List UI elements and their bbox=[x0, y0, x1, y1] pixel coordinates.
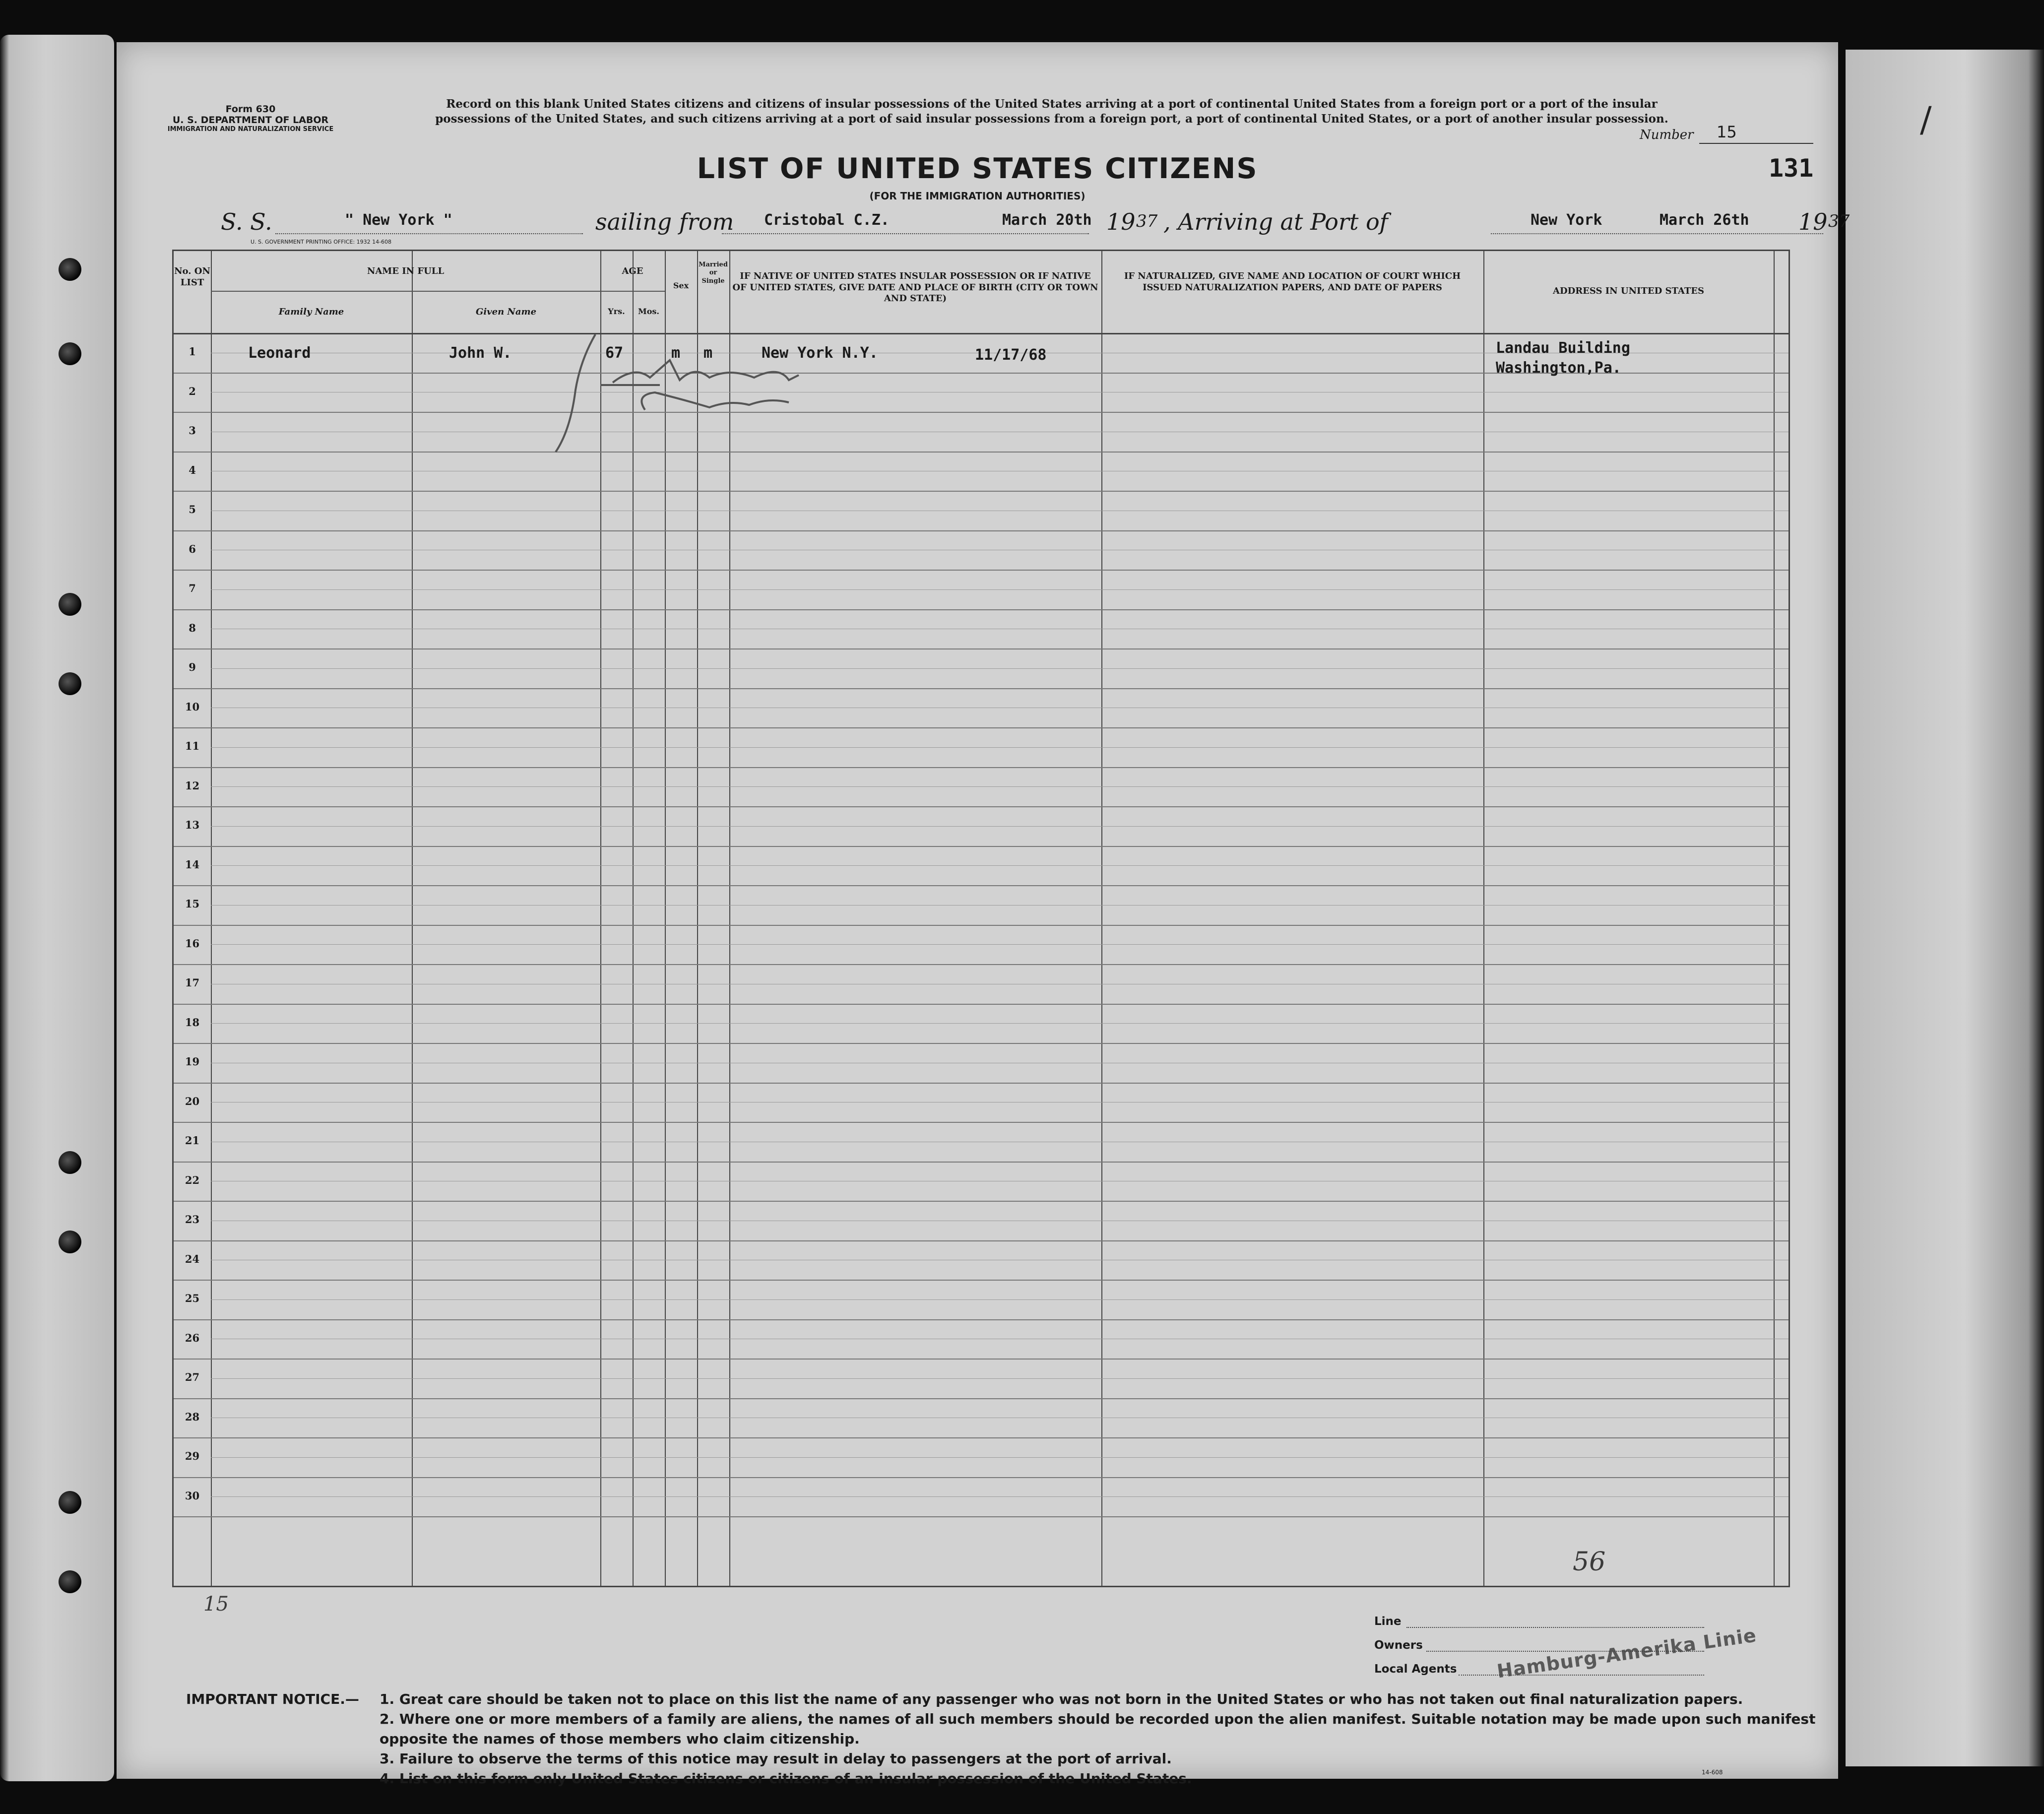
binder-hole bbox=[59, 342, 81, 365]
row-number: 8 bbox=[189, 621, 196, 634]
row-rule bbox=[174, 806, 1788, 807]
notice-item: 2. Where one or more members of a family are aliens, the names of all such members should be recorded upon the alien manifest. Suitable notation may be made upon such manifest opposite the names of those members who claim citizenship. bbox=[380, 1711, 1816, 1748]
voyage-line bbox=[221, 208, 1850, 248]
arriving-label: , Arriving at Port of bbox=[1163, 208, 1388, 235]
given-name-cell: John W. bbox=[449, 344, 512, 362]
header-address: ADDRESS IN UNITED STATES bbox=[1553, 286, 1704, 296]
row-rule bbox=[174, 688, 1788, 689]
printing-office-note: U. S. GOVERNMENT PRINTING OFFICE: 1932 14-608 bbox=[251, 239, 392, 245]
row-rule bbox=[174, 1240, 1788, 1241]
header-rule bbox=[174, 333, 1788, 334]
row-subrule bbox=[211, 905, 1788, 906]
binder-hole bbox=[59, 1151, 81, 1174]
manifest-page bbox=[117, 42, 1850, 1787]
header-given-name: Given Name bbox=[475, 307, 537, 317]
row-subrule bbox=[211, 747, 1788, 748]
row-number: 10 bbox=[185, 700, 200, 713]
row-rule bbox=[174, 1398, 1788, 1399]
year-label: 19 bbox=[1106, 208, 1136, 235]
row-subrule bbox=[211, 1299, 1788, 1300]
row-number: 24 bbox=[185, 1252, 200, 1265]
row-number: 14 bbox=[185, 858, 200, 871]
row-rule bbox=[174, 1122, 1788, 1123]
row-rule bbox=[174, 1201, 1788, 1202]
binder-hole bbox=[59, 1231, 81, 1253]
header-married-single: Married or Single bbox=[699, 261, 728, 285]
row-rule bbox=[174, 1083, 1788, 1084]
row-number: 13 bbox=[185, 819, 200, 831]
local-agents-label: Local Agents bbox=[1374, 1663, 1457, 1676]
address-line2-cell: Washington,Pa. bbox=[1496, 359, 1621, 377]
row-rule bbox=[174, 1043, 1788, 1044]
header-yrs: Yrs. bbox=[608, 307, 625, 316]
ship-underline bbox=[275, 233, 583, 234]
header-family-name: Family Name bbox=[278, 307, 344, 317]
row-rule bbox=[174, 925, 1788, 926]
row-number: 1 bbox=[189, 345, 196, 358]
row-rule bbox=[174, 412, 1788, 413]
birth-date-cell: 11/17/68 bbox=[975, 346, 1047, 364]
row-number: 27 bbox=[185, 1371, 200, 1383]
birth-place-cell: New York N.Y. bbox=[762, 344, 878, 362]
handwritten-signature bbox=[521, 330, 967, 489]
binder-hole bbox=[59, 258, 81, 281]
adjacent-page-edge bbox=[1846, 50, 2044, 1766]
sex-cell: m bbox=[671, 344, 681, 362]
line-underline bbox=[1406, 1627, 1704, 1628]
left-tally-mark: 15 bbox=[203, 1593, 229, 1616]
row-rule bbox=[174, 1319, 1788, 1320]
row-number: 20 bbox=[185, 1095, 200, 1107]
arrival-year-label: 19 bbox=[1798, 208, 1828, 235]
header-name-in-full: NAME IN FULL bbox=[367, 266, 445, 276]
row-number: 23 bbox=[185, 1213, 200, 1226]
binder-hole bbox=[59, 1570, 81, 1593]
page-title: LIST OF UNITED STATES CITIZENS bbox=[697, 152, 1258, 185]
notice-item: 3. Failure to observe the terms of this notice may result in delay to passengers at the port of arrival. bbox=[380, 1750, 1172, 1767]
row-rule bbox=[174, 452, 1788, 453]
row-rule bbox=[174, 1162, 1788, 1163]
page-stamp: 131 bbox=[1769, 154, 1814, 183]
row-number: 7 bbox=[189, 582, 196, 594]
header-naturalized: IF NATURALIZED, GIVE NAME AND LOCATION OF COURT WHICH ISSUED NATURALIZATION PAPERS, AND DATE OF PAPERS bbox=[1124, 271, 1461, 293]
header-mos: Mos. bbox=[638, 307, 659, 316]
address-line1-cell: Landau Building bbox=[1496, 339, 1630, 357]
number-label: Number bbox=[1640, 128, 1694, 142]
ship-name: " New York " bbox=[345, 211, 452, 229]
row-number: 16 bbox=[185, 937, 200, 950]
header-age: AGE bbox=[622, 266, 643, 276]
number-underline bbox=[1699, 143, 1813, 144]
row-rule bbox=[174, 727, 1788, 728]
form-number: Form 630 bbox=[225, 104, 276, 115]
passenger-table bbox=[172, 250, 1790, 1587]
row-number: 29 bbox=[185, 1450, 200, 1462]
row-rule bbox=[174, 885, 1788, 886]
row-number: 28 bbox=[185, 1410, 200, 1423]
notice-item: 1. Great care should be taken not to place on this list the name of any passenger who was not born in the United States or who has not taken out final naturalization papers. bbox=[380, 1691, 1743, 1707]
agent-stamp: Hamburg-Amerika Linie bbox=[1495, 1624, 1758, 1683]
sailing-from-label: sailing from bbox=[595, 208, 734, 235]
binder-hole bbox=[59, 593, 81, 616]
notice-item: 4. List on this form only United States citizens or citizens of an insular possession of the United States. bbox=[380, 1770, 1192, 1787]
row-subrule bbox=[211, 826, 1788, 827]
form-code: 14-608 bbox=[1702, 1769, 1723, 1776]
header-no-on-list: No. ON LIST bbox=[174, 266, 210, 288]
row-number: 21 bbox=[185, 1134, 200, 1147]
arrival-year: 37 bbox=[1828, 211, 1850, 231]
service-name: IMMIGRATION AND NATURALIZATION SERVICE bbox=[167, 125, 334, 133]
row-rule bbox=[174, 570, 1788, 571]
married-cell: m bbox=[703, 344, 713, 362]
row-subrule bbox=[211, 1457, 1788, 1458]
form-instructions: Record on this blank United States citizens and citizens of insular possessions of the United States arriving at a port of continental United States from a foreign port or a port of the insular possessions of the United States, and such citizens arriving at a port of said insular possessions from a foreign port, a port of continental United States, or a port of another insular possession. bbox=[435, 97, 1668, 126]
row-subrule bbox=[211, 1378, 1788, 1379]
row-number: 12 bbox=[185, 779, 200, 792]
row-number: 30 bbox=[185, 1489, 200, 1502]
row-rule bbox=[174, 609, 1788, 610]
departure-date: March 20th bbox=[1002, 211, 1092, 229]
margin-number: 56 bbox=[1573, 1547, 1606, 1577]
ss-label: S. S. bbox=[221, 208, 272, 235]
row-rule bbox=[174, 1359, 1788, 1360]
local-agents-underline bbox=[1459, 1675, 1704, 1676]
arrival-port: New York bbox=[1531, 211, 1602, 229]
header-native-birth: IF NATIVE OF UNITED STATES INSULAR POSSESSION OR IF NATIVE OF UNITED STATES, GIVE DATE AND PLACE OF BIRTH (CITY OR TOWN AND STATE) bbox=[732, 271, 1098, 304]
row-number: 4 bbox=[189, 463, 196, 476]
row-subrule bbox=[211, 1496, 1788, 1497]
arrival-underline bbox=[1491, 233, 1823, 234]
row-subrule bbox=[211, 944, 1788, 945]
row-subrule bbox=[211, 786, 1788, 787]
binder-hole bbox=[59, 1491, 81, 1514]
row-number: 6 bbox=[189, 542, 196, 555]
row-rule bbox=[174, 491, 1788, 492]
row-number: 5 bbox=[189, 503, 196, 516]
binder-strip bbox=[0, 35, 114, 1781]
row-rule bbox=[174, 846, 1788, 847]
row-number: 22 bbox=[185, 1173, 200, 1186]
page-subtitle: (FOR THE IMMIGRATION AUTHORITIES) bbox=[869, 190, 1086, 202]
row-number: 2 bbox=[189, 385, 196, 397]
row-rule bbox=[174, 1516, 1788, 1517]
row-number: 15 bbox=[185, 898, 200, 910]
row-number: 19 bbox=[185, 1055, 200, 1068]
row-number: 18 bbox=[185, 1016, 200, 1029]
row-rule bbox=[174, 767, 1788, 768]
row-subrule bbox=[211, 865, 1788, 866]
from-port-underline bbox=[722, 233, 1089, 234]
row-rule bbox=[174, 964, 1788, 965]
department-name: U. S. DEPARTMENT OF LABOR bbox=[172, 114, 329, 126]
row-number: 11 bbox=[185, 740, 200, 752]
row-rule bbox=[174, 1004, 1788, 1005]
owners-label: Owners bbox=[1374, 1639, 1423, 1652]
row-rule bbox=[174, 1477, 1788, 1478]
row-subrule bbox=[211, 668, 1788, 669]
form-identifier bbox=[156, 104, 345, 133]
row-number: 3 bbox=[189, 424, 196, 437]
row-number: 9 bbox=[189, 661, 196, 673]
row-rule bbox=[174, 1437, 1788, 1438]
row-subrule bbox=[211, 589, 1788, 590]
form-footer bbox=[117, 1585, 1838, 1787]
row-subrule bbox=[211, 1023, 1788, 1024]
row-number: 17 bbox=[185, 976, 200, 989]
departure-year: 37 bbox=[1136, 211, 1158, 231]
from-port: Cristobal C.Z. bbox=[764, 211, 890, 229]
line-label: Line bbox=[1374, 1615, 1402, 1628]
row-rule bbox=[174, 648, 1788, 649]
family-name-cell: Leonard bbox=[248, 344, 311, 362]
age-years-cell: 67 bbox=[605, 344, 624, 362]
number-value: 15 bbox=[1717, 123, 1737, 141]
header-subrule bbox=[211, 291, 665, 292]
arrival-date: March 26th bbox=[1660, 211, 1749, 229]
row-number: 25 bbox=[185, 1292, 200, 1304]
pencil-tick-mark: / bbox=[1920, 99, 1932, 140]
binder-hole bbox=[59, 672, 81, 695]
row-rule bbox=[174, 1280, 1788, 1281]
notice-heading: IMPORTANT NOTICE.— bbox=[186, 1691, 359, 1707]
row-rule bbox=[174, 530, 1788, 531]
row-number: 26 bbox=[185, 1331, 200, 1344]
header-sex: Sex bbox=[673, 281, 689, 290]
